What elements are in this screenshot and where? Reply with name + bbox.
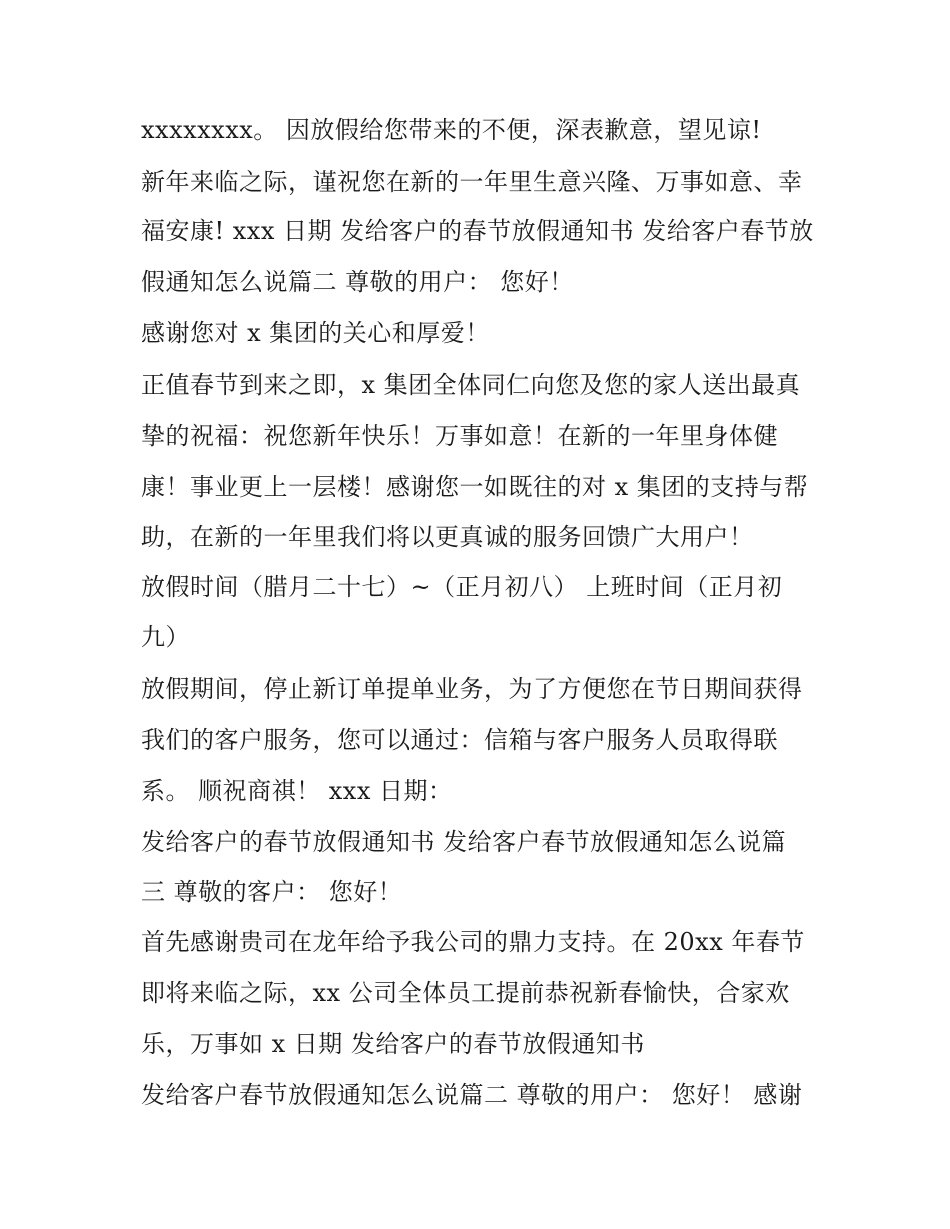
text-line: 正值春节到来之即，x 集团全体同仁向您及您的家人送出最真 <box>141 371 801 399</box>
text-line: 假通知怎么说篇二 尊敬的用户： 您好！ <box>141 268 574 296</box>
text-line: 首先感谢贵司在龙年给予我公司的鼎力支持。在 20xx 年春节 <box>141 928 805 956</box>
text-line: 新年来临之际，谨祝您在新的一年里生意兴隆、万事如意、幸 <box>141 168 803 196</box>
text-line: 发给客户的春节放假通知书 发给客户春节放假通知怎么说篇 <box>141 828 787 856</box>
text-line: 三 尊敬的客户： 您好！ <box>141 878 403 906</box>
text-line: 乐，万事如 x 日期 发给客户的春节放假通知书 <box>141 1030 645 1058</box>
text-line: 挚的祝福：祝您新年快乐！万事如意！在新的一年里身体健 <box>141 422 778 450</box>
text-line: xxxxxxxx。 因放假给您带来的不便，深表歉意，望见谅! <box>141 116 762 144</box>
text-line: 即将来临之际，xx 公司全体员工提前恭祝新春愉快，合家欢 <box>141 979 790 1007</box>
text-line: 助，在新的一年里我们将以更真诚的服务回馈广大用户！ <box>141 523 754 551</box>
text-line: 我们的客户服务，您可以通过：信箱与客户服务人员取得联 <box>141 726 778 754</box>
text-line: 九） <box>141 623 190 651</box>
text-line: 福安康! xxx 日期 发给客户的春节放假通知书 发给客户春节放 <box>141 217 814 245</box>
text-line: 发给客户春节放假通知怎么说篇二 尊敬的用户： 您好！ 感谢 <box>141 1081 803 1109</box>
text-line: 康！事业更上一层楼！感谢您一如既往的对 x 集团的支持与帮 <box>141 473 809 501</box>
text-line: 放假时间（腊月二十七）~（正月初八） 上班时间（正月初 <box>141 573 783 601</box>
text-line: 系。 顺祝商祺！ xxx 日期： <box>141 777 453 805</box>
text-line: 感谢您对 x 集团的关心和厚爱！ <box>141 319 490 347</box>
text-line: 放假期间，停止新订单提单业务，为了方便您在节日期间获得 <box>141 675 803 703</box>
